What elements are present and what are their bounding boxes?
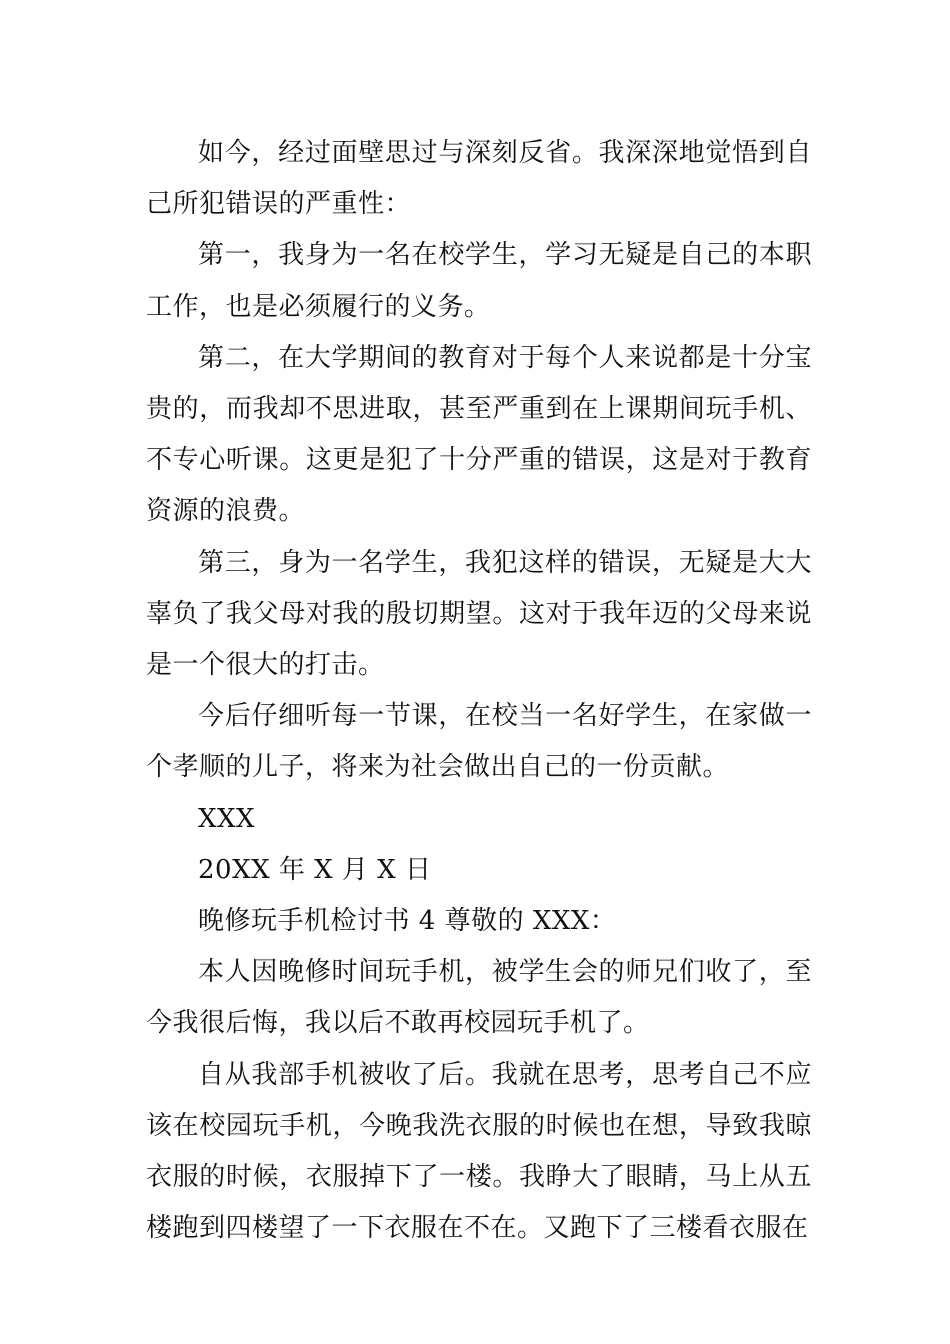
next-letter-heading: 晚修玩手机检讨书 4 尊敬的 XXX： xyxy=(198,906,617,937)
paragraph-first-point: 第一，我身为一名在校学生，学习无疑是自己的本职工作，也是必须履行的义务。 xyxy=(146,240,812,322)
paragraph-story: 自从我部手机被收了后。我就在思考，思考自己不应该在校园玩手机，今晚我洗衣服的时候也在想，导致我晾衣服的时候，衣服掉下了一楼。我睁大了眼睛，马上从五楼跑到四楼望了一下衣服在不在。又跑下了三楼看衣服在 xyxy=(146,1059,812,1244)
paragraph-second-point: 第二，在大学期间的教育对于每个人来说都是十分宝贵的，而我却不思进取，甚至严重到在上课期间玩手机、不专心听课。这更是犯了十分严重的错误，这是对于教育资源的浪费。 xyxy=(146,342,812,527)
document-body xyxy=(146,128,812,1254)
paragraph-third-point: 第三，身为一名学生，我犯这样的错误，无疑是大大辜负了我父母对我的殷切期望。这对于我年迈的父母来说是一个很大的打击。 xyxy=(146,547,812,681)
paragraph-confession: 本人因晚修时间玩手机，被学生会的师兄们收了，至今我很后悔，我以后不敢再校园玩手机了。 xyxy=(146,957,812,1039)
date-line: 20XX 年 X 月 X 日 xyxy=(198,854,432,885)
signature: XXX xyxy=(198,803,256,834)
paragraph-reflection: 如今，经过面壁思过与深刻反省。我深深地觉悟到自己所犯错误的严重性： xyxy=(146,138,812,220)
paragraph-resolution: 今后仔细听每一节课，在校当一名好学生，在家做一个孝顺的儿子，将来为社会做出自己的一份贡献。 xyxy=(146,701,812,783)
